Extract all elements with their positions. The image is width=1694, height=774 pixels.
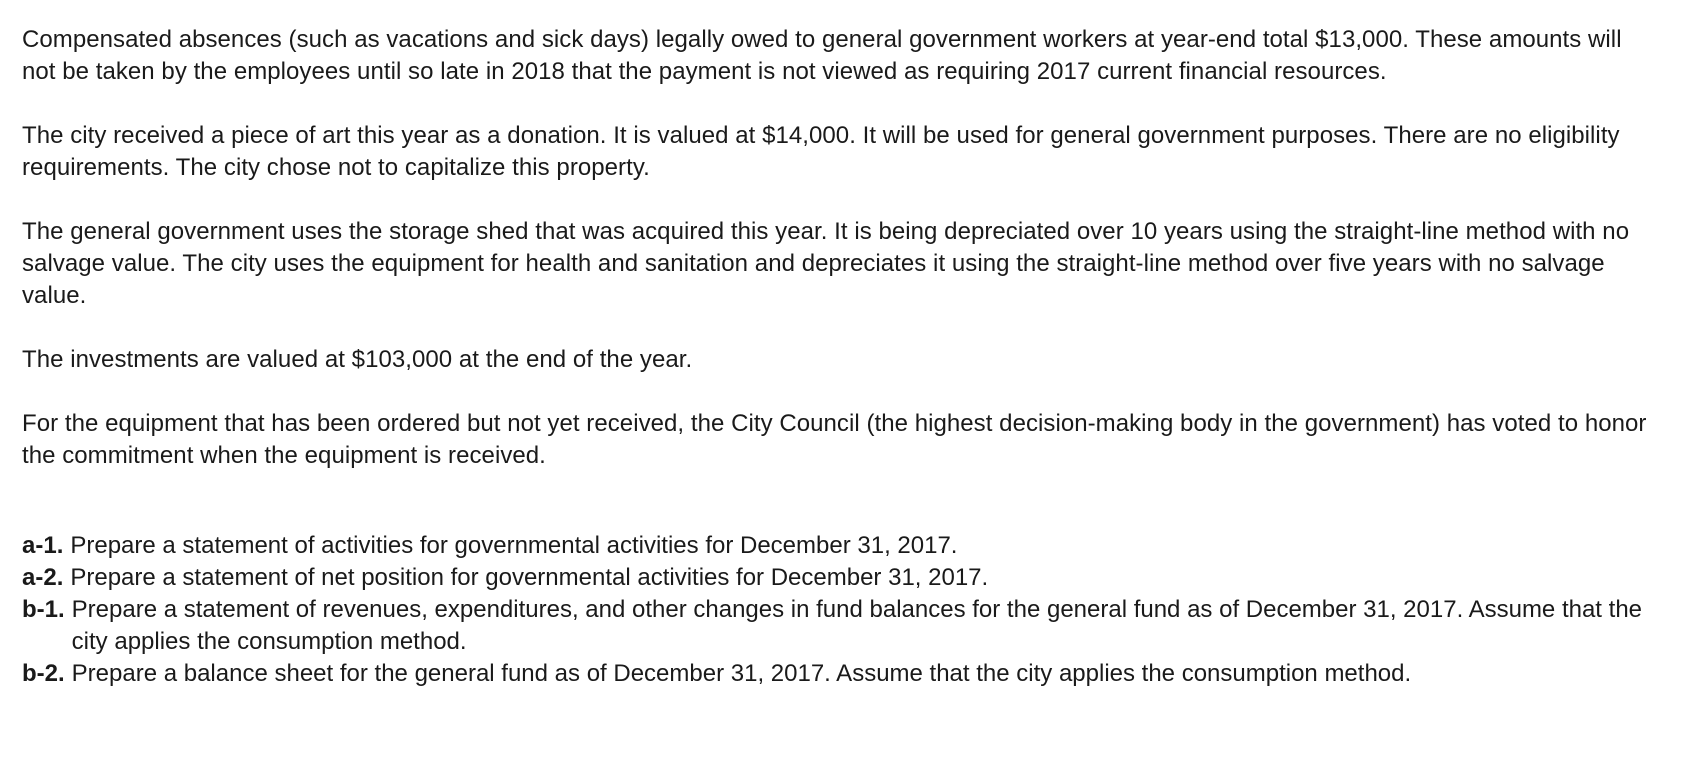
paragraph-investments: The investments are valued at $103,000 at the end of the year. bbox=[22, 346, 693, 373]
requirement-text: Prepare a statement of net position for governmental activities for December 31, 2017. bbox=[70, 564, 989, 591]
requirement-a2 bbox=[22, 562, 1672, 594]
paragraph-depreciation: The general government uses the storage shed that was acquired this year. It is being depreciated over 10 years using the straight-line method with no salvage value. The city uses the equipment for health and sanitation and depreciates it using the straight-line method over five years with no salvage value. bbox=[22, 218, 1630, 309]
requirement-label: b-1. bbox=[22, 596, 65, 623]
requirement-text: Prepare a statement of revenues, expenditures, and other changes in fund balances for the general fund as of December 31, 2017. Assume that the city applies the consumption method. bbox=[71, 596, 1643, 655]
requirement-a1 bbox=[22, 530, 1672, 562]
requirements-list bbox=[22, 530, 1672, 690]
requirement-text: Prepare a balance sheet for the general fund as of December 31, 2017. Assume that the city applies the consumption method. bbox=[71, 660, 1412, 687]
paragraph-compensated-absences: Compensated absences (such as vacations and sick days) legally owed to general government workers at year-end total $13,000. These amounts will not be taken by the employees until so late in 2018 that the payment is not viewed as requiring 2017 current financial resources. bbox=[22, 26, 1622, 85]
paragraph-equipment-commitment: For the equipment that has been ordered but not yet received, the City Council (the highest decision-making body in the government) has voted to honor the commitment when the equipment is received. bbox=[22, 410, 1647, 469]
requirement-label: a-1. bbox=[22, 532, 64, 559]
requirement-text: Prepare a statement of activities for governmental activities for December 31, 2017. bbox=[70, 532, 958, 559]
requirement-b2 bbox=[22, 658, 1672, 690]
requirement-label: a-2. bbox=[22, 564, 64, 591]
requirement-b1 bbox=[22, 594, 1672, 658]
requirement-label: b-2. bbox=[22, 660, 65, 687]
paragraph-art-donation: The city received a piece of art this year as a donation. It is valued at $14,000. It will be used for general government purposes. There are no eligibility requirements. The city chose not to capitalize this property. bbox=[22, 122, 1620, 181]
